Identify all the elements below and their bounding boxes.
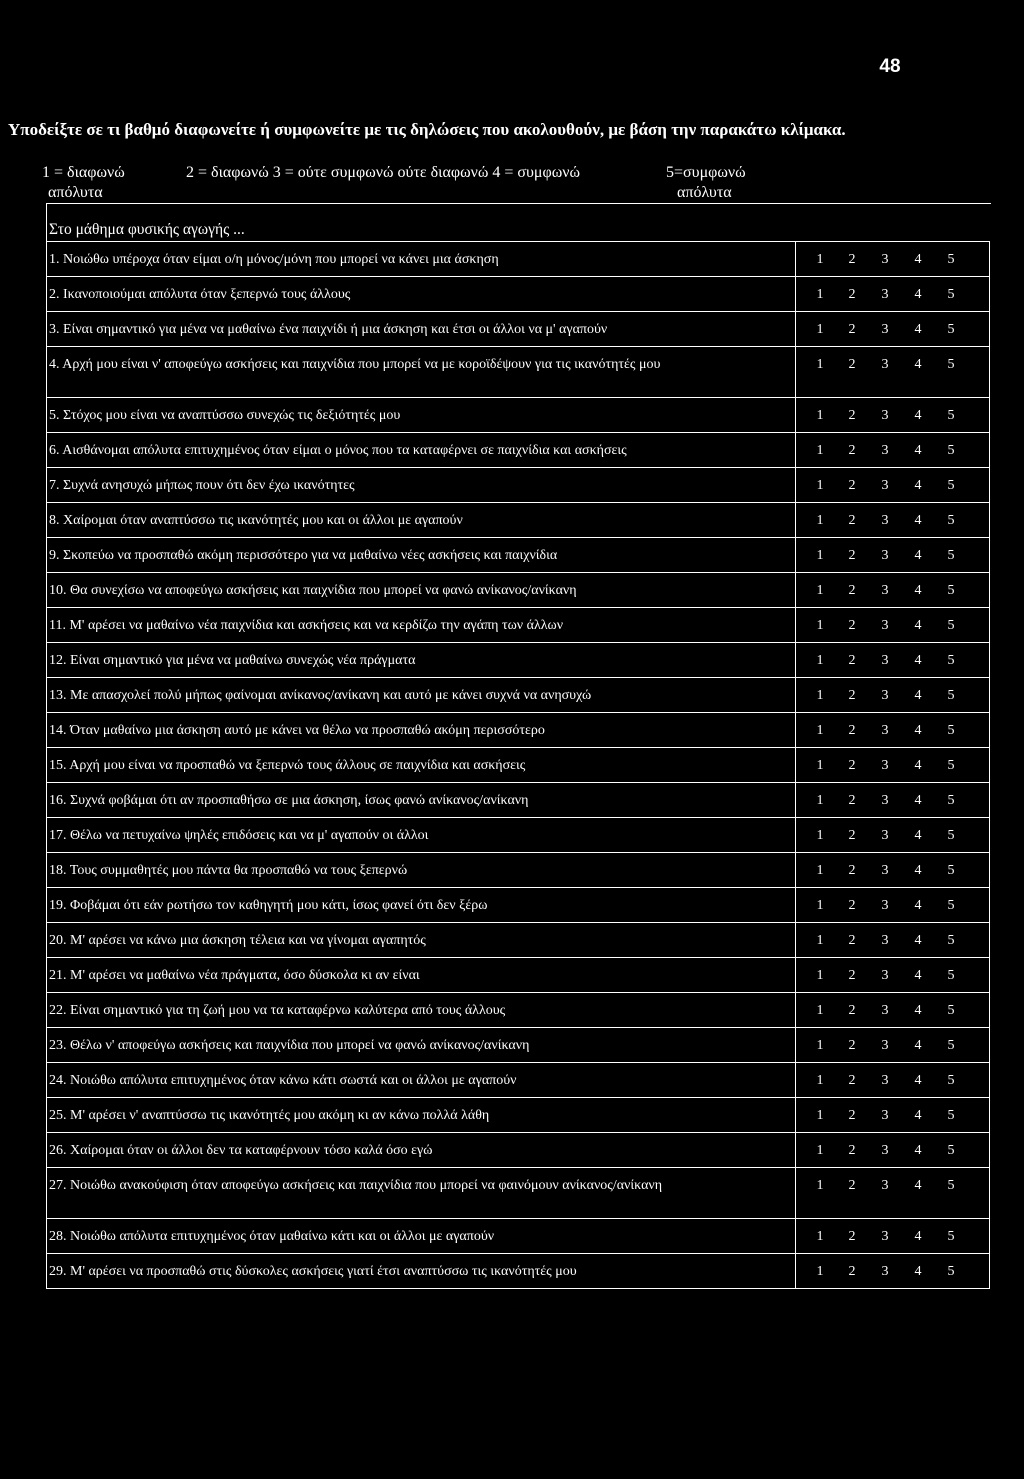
rating-option-4[interactable]: 4 [914, 898, 922, 913]
rating-option-2[interactable]: 2 [848, 287, 856, 302]
rating-option-3[interactable]: 3 [881, 1073, 889, 1088]
rating-option-4[interactable]: 4 [914, 357, 922, 372]
rating-option-4[interactable]: 4 [914, 653, 922, 668]
column-divider [795, 643, 796, 677]
rating-option-1[interactable]: 1 [816, 443, 824, 458]
instruction-text: Υποδείξτε σε τι βαθμό διαφωνείτε ή συμφωνείτε με τις δηλώσεις που ακολουθούν, με βάση την παρακάτω κλίμακα. [8, 120, 846, 139]
column-divider [795, 678, 796, 712]
rating-option-1[interactable]: 1 [816, 1073, 824, 1088]
rating-option-2[interactable]: 2 [848, 933, 856, 948]
rating-option-3[interactable]: 3 [881, 653, 889, 668]
question-text: 20. Μ' αρέσει να κάνω μια άσκηση τέλεια και να γίνομαι αγαπητός [49, 933, 426, 948]
rating-options [799, 407, 989, 425]
rating-options [799, 1228, 989, 1246]
questionnaire-row [46, 712, 990, 747]
rating-option-3[interactable]: 3 [881, 863, 889, 878]
question-text: 9. Σκοπεύω να προσπαθώ ακόμη περισσότερο για να μαθαίνω νέες ασκήσεις και παιχνίδια [49, 548, 558, 563]
rating-options [799, 356, 989, 374]
question-text: 21. Μ' αρέσει να μαθαίνω νέα πράγματα, όσο δύσκολα κι αν είναι [49, 968, 420, 983]
rating-option-2[interactable]: 2 [848, 357, 856, 372]
rating-option-5[interactable]: 5 [947, 1229, 955, 1244]
rating-options [799, 1107, 989, 1125]
rating-option-3[interactable]: 3 [881, 1143, 889, 1158]
question-text: 14. Όταν μαθαίνω μια άσκηση αυτό με κάνει να θέλω να προσπαθώ ακόμη περισσότερο [49, 723, 545, 738]
questionnaire-row [46, 677, 990, 712]
question-text: 3. Είναι σημαντικό για μένα να μαθαίνω ένα παιχνίδι ή μια άσκηση και έτσι οι άλλοι να μ' αγαπούν [49, 322, 608, 337]
question-text: 12. Είναι σημαντικό για μένα να μαθαίνω συνεχώς νέα πράγματα [49, 653, 416, 668]
rating-option-5[interactable]: 5 [947, 758, 955, 773]
rating-option-4[interactable]: 4 [914, 968, 922, 983]
column-divider [795, 1063, 796, 1097]
rating-option-5[interactable]: 5 [947, 688, 955, 703]
rating-option-5[interactable]: 5 [947, 1038, 955, 1053]
rating-option-1[interactable]: 1 [816, 287, 824, 302]
rating-option-2[interactable]: 2 [848, 863, 856, 878]
rating-option-3[interactable]: 3 [881, 408, 889, 423]
rating-option-2[interactable]: 2 [848, 758, 856, 773]
rating-option-4[interactable]: 4 [914, 287, 922, 302]
rating-option-2[interactable]: 2 [848, 443, 856, 458]
questionnaire-row [46, 311, 990, 346]
question-text: 5. Στόχος μου είναι να αναπτύσσω συνεχώς τις δεξιότητές μου [49, 408, 401, 423]
rating-option-5[interactable]: 5 [947, 1108, 955, 1123]
rating-options [799, 442, 989, 460]
column-divider [795, 1168, 796, 1218]
question-text: 6. Αισθάνομαι απόλυτα επιτυχημένος όταν είμαι ο μόνος που τα καταφέρνει σε παιχνίδια και ασκήσεις [49, 443, 627, 458]
rating-option-5[interactable]: 5 [947, 1003, 955, 1018]
questionnaire-row [46, 782, 990, 817]
rating-option-4[interactable]: 4 [914, 1003, 922, 1018]
rating-option-3[interactable]: 3 [881, 1003, 889, 1018]
rating-option-5[interactable]: 5 [947, 548, 955, 563]
rating-option-1[interactable]: 1 [816, 478, 824, 493]
question-text: 1. Νοιώθω υπέροχα όταν είμαι ο/η μόνος/μόνη που μπορεί να κάνει μια άσκηση [49, 252, 499, 267]
rating-option-3[interactable]: 3 [881, 548, 889, 563]
rating-option-2[interactable]: 2 [848, 723, 856, 738]
rating-option-5[interactable]: 5 [947, 357, 955, 372]
rating-option-5[interactable]: 5 [947, 1073, 955, 1088]
rating-option-4[interactable]: 4 [914, 252, 922, 267]
rating-option-3[interactable]: 3 [881, 933, 889, 948]
question-text: 15. Αρχή μου είναι να προσπαθώ να ξεπερνώ τους άλλους σε παιχνίδια και ασκήσεις [49, 758, 526, 773]
rating-option-5[interactable]: 5 [947, 1264, 955, 1279]
column-divider [795, 888, 796, 922]
questionnaire-row [46, 1253, 990, 1289]
column-divider [795, 993, 796, 1027]
scale-2-3-4-labels: 2 = διαφωνώ 3 = ούτε συμφωνώ ούτε διαφωνώ 4 = συμφωνώ [186, 164, 581, 181]
rating-option-3[interactable]: 3 [881, 758, 889, 773]
rating-option-3[interactable]: 3 [881, 1178, 889, 1193]
question-text: 4. Αρχή μου είναι ν' αποφεύγω ασκήσεις και παιχνίδια που μπορεί να με κοροϊδέψουν για τις ικανότητές μου [49, 357, 661, 372]
rating-option-5[interactable]: 5 [947, 618, 955, 633]
rating-option-1[interactable]: 1 [816, 653, 824, 668]
rating-option-2[interactable]: 2 [848, 1178, 856, 1193]
column-divider [795, 312, 796, 346]
questionnaire-row [46, 502, 990, 537]
rating-option-2[interactable]: 2 [848, 898, 856, 913]
rating-option-3[interactable]: 3 [881, 478, 889, 493]
rating-option-4[interactable]: 4 [914, 1073, 922, 1088]
rating-options [799, 687, 989, 705]
questionnaire-row [46, 607, 990, 642]
rating-option-1[interactable]: 1 [816, 758, 824, 773]
rating-option-3[interactable]: 3 [881, 618, 889, 633]
rating-options [799, 1037, 989, 1055]
question-text: 29. Μ' αρέσει να προσπαθώ στις δύσκολες ασκήσεις γιατί έτσι αναπτύσσω τις ικανότητές μου [49, 1264, 577, 1279]
questionnaire-row [46, 922, 990, 957]
rating-option-5[interactable]: 5 [947, 513, 955, 528]
column-divider [795, 853, 796, 887]
column-divider [795, 277, 796, 311]
rating-option-5[interactable]: 5 [947, 322, 955, 337]
question-text: 11. Μ' αρέσει να μαθαίνω νέα παιχνίδια και ασκήσεις και να κερδίζω την αγάπη των άλλων [49, 618, 564, 633]
section-header [46, 203, 991, 242]
rating-option-1[interactable]: 1 [816, 252, 824, 267]
rating-option-4[interactable]: 4 [914, 828, 922, 843]
column-divider [795, 573, 796, 607]
rating-option-5[interactable]: 5 [947, 583, 955, 598]
column-divider [795, 347, 796, 397]
rating-option-1[interactable]: 1 [816, 933, 824, 948]
column-divider [795, 503, 796, 537]
rating-option-4[interactable]: 4 [914, 688, 922, 703]
rating-option-1[interactable]: 1 [816, 1143, 824, 1158]
question-text: 22. Είναι σημαντικό για τη ζωή μου να τα καταφέρνω καλύτερα από τους άλλους [49, 1003, 506, 1018]
questionnaire-items [46, 241, 990, 1289]
rating-option-5[interactable]: 5 [947, 863, 955, 878]
questionnaire-row [46, 276, 990, 311]
rating-option-5[interactable]: 5 [947, 478, 955, 493]
questionnaire-row [46, 346, 990, 397]
page-number: 48 [879, 56, 901, 77]
question-text: 8. Χαίρομαι όταν αναπτύσσω τις ικανότητές μου και οι άλλοι με αγαπούν [49, 513, 463, 528]
rating-options [799, 1142, 989, 1160]
rating-options [799, 321, 989, 339]
rating-option-2[interactable]: 2 [848, 1264, 856, 1279]
scale-1-label-cont: απόλυτα [48, 184, 103, 201]
rating-option-1[interactable]: 1 [816, 548, 824, 563]
questionnaire-row [46, 572, 990, 607]
rating-option-4[interactable]: 4 [914, 548, 922, 563]
questionnaire-row [46, 397, 990, 432]
rating-option-2[interactable]: 2 [848, 478, 856, 493]
rating-option-5[interactable]: 5 [947, 653, 955, 668]
column-divider [795, 1028, 796, 1062]
rating-option-1[interactable]: 1 [816, 583, 824, 598]
rating-option-4[interactable]: 4 [914, 513, 922, 528]
questionnaire-row [46, 642, 990, 677]
questionnaire-row [46, 537, 990, 572]
rating-option-4[interactable]: 4 [914, 758, 922, 773]
rating-option-5[interactable]: 5 [947, 793, 955, 808]
rating-options [799, 547, 989, 565]
rating-option-2[interactable]: 2 [848, 583, 856, 598]
rating-options [799, 512, 989, 530]
rating-option-1[interactable]: 1 [816, 968, 824, 983]
question-text: 28. Νοιώθω απόλυτα επιτυχημένος όταν μαθαίνω κάτι και οι άλλοι με αγαπούν [49, 1229, 495, 1244]
rating-option-2[interactable]: 2 [848, 653, 856, 668]
rating-option-3[interactable]: 3 [881, 898, 889, 913]
rating-options [799, 477, 989, 495]
rating-option-3[interactable]: 3 [881, 322, 889, 337]
scale-5-label-cont: απόλυτα [677, 184, 732, 201]
rating-option-3[interactable]: 3 [881, 513, 889, 528]
question-text: 17. Θέλω να πετυχαίνω ψηλές επιδόσεις και να μ' αγαπούν οι άλλοι [49, 828, 429, 843]
rating-option-1[interactable]: 1 [816, 513, 824, 528]
column-divider [795, 433, 796, 467]
rating-option-4[interactable]: 4 [914, 1229, 922, 1244]
rating-option-2[interactable]: 2 [848, 968, 856, 983]
question-text: 7. Συχνά ανησυχώ μήπως πουν ότι δεν έχω ικανότητες [49, 478, 355, 493]
scale-5-label: 5=συμφωνώ [666, 164, 746, 181]
rating-option-1[interactable]: 1 [816, 618, 824, 633]
rating-option-1[interactable]: 1 [816, 322, 824, 337]
rating-option-2[interactable]: 2 [848, 322, 856, 337]
rating-option-2[interactable]: 2 [848, 408, 856, 423]
question-text: 24. Νοιώθω απόλυτα επιτυχημένος όταν κάνω κάτι σωστά και οι άλλοι με αγαπούν [49, 1073, 517, 1088]
rating-option-3[interactable]: 3 [881, 688, 889, 703]
rating-option-3[interactable]: 3 [881, 793, 889, 808]
question-text: 19. Φοβάμαι ότι εάν ρωτήσω τον καθηγητή μου κάτι, ίσως φανεί ότι δεν ξέρω [49, 898, 488, 913]
question-text: 18. Τους συμμαθητές μου πάντα θα προσπαθώ να τους ξεπερνώ [49, 863, 408, 878]
rating-option-5[interactable]: 5 [947, 252, 955, 267]
rating-option-5[interactable]: 5 [947, 723, 955, 738]
rating-option-2[interactable]: 2 [848, 618, 856, 633]
rating-options [799, 251, 989, 269]
rating-option-3[interactable]: 3 [881, 287, 889, 302]
column-divider [795, 608, 796, 642]
rating-option-1[interactable]: 1 [816, 1038, 824, 1053]
questionnaire-row [46, 957, 990, 992]
rating-option-5[interactable]: 5 [947, 408, 955, 423]
rating-option-1[interactable]: 1 [816, 1264, 824, 1279]
rating-option-2[interactable]: 2 [848, 1038, 856, 1053]
rating-option-2[interactable]: 2 [848, 252, 856, 267]
rating-option-2[interactable]: 2 [848, 513, 856, 528]
rating-options [799, 722, 989, 740]
rating-option-4[interactable]: 4 [914, 863, 922, 878]
rating-options [799, 617, 989, 635]
question-text: 25. Μ' αρέσει ν' αναπτύσσω τις ικανότητές μου ακόμη κι αν κάνω πολλά λάθη [49, 1108, 490, 1123]
rating-option-1[interactable]: 1 [816, 1108, 824, 1123]
questionnaire-row [46, 432, 990, 467]
questionnaire-row [46, 817, 990, 852]
rating-options [799, 652, 989, 670]
rating-option-3[interactable]: 3 [881, 828, 889, 843]
rating-option-5[interactable]: 5 [947, 1143, 955, 1158]
questionnaire-row [46, 467, 990, 502]
question-text: 27. Νοιώθω ανακούφιση όταν αποφεύγω ασκήσεις και παιχνίδια που μπορεί να φαινόμουν ανίκανος/ανίκανη [49, 1178, 663, 1193]
rating-option-2[interactable]: 2 [848, 1229, 856, 1244]
rating-option-4[interactable]: 4 [914, 933, 922, 948]
questionnaire-row [46, 1132, 990, 1167]
rating-option-4[interactable]: 4 [914, 1038, 922, 1053]
rating-options [799, 967, 989, 985]
question-text: 2. Ικανοποιούμαι απόλυτα όταν ξεπερνώ τους άλλους [49, 287, 351, 302]
question-text: 13. Με απασχολεί πολύ μήπως φαίνομαι ανίκανος/ανίκανη και αυτό με κάνει συχνά να ανησυχώ [49, 688, 592, 703]
column-divider [795, 958, 796, 992]
questionnaire-row [46, 1167, 990, 1218]
question-text: 26. Χαίρομαι όταν οι άλλοι δεν τα καταφέρνουν τόσο καλά όσο εγώ [49, 1143, 433, 1158]
rating-options [799, 792, 989, 810]
rating-option-4[interactable]: 4 [914, 723, 922, 738]
questionnaire-row [46, 887, 990, 922]
rating-option-1[interactable]: 1 [816, 793, 824, 808]
column-divider [795, 398, 796, 432]
rating-option-3[interactable]: 3 [881, 252, 889, 267]
rating-options [799, 1263, 989, 1281]
rating-option-2[interactable]: 2 [848, 828, 856, 843]
rating-options [799, 827, 989, 845]
rating-option-1[interactable]: 1 [816, 357, 824, 372]
rating-option-4[interactable]: 4 [914, 443, 922, 458]
column-divider [795, 818, 796, 852]
rating-option-2[interactable]: 2 [848, 1108, 856, 1123]
rating-option-4[interactable]: 4 [914, 1178, 922, 1193]
rating-option-2[interactable]: 2 [848, 1073, 856, 1088]
column-divider [795, 1133, 796, 1167]
rating-option-1[interactable]: 1 [816, 1178, 824, 1193]
column-divider [795, 1254, 796, 1288]
questionnaire-row [46, 1218, 990, 1253]
rating-options [799, 582, 989, 600]
question-text: 23. Θέλω ν' αποφεύγω ασκήσεις και παιχνίδια που μπορεί να φανώ ανίκανος/ανίκανη [49, 1038, 530, 1053]
section-title: Στο μάθημα φυσικής αγωγής ... [49, 221, 245, 238]
rating-option-2[interactable]: 2 [848, 1143, 856, 1158]
rating-option-1[interactable]: 1 [816, 688, 824, 703]
rating-options [799, 1177, 989, 1195]
rating-option-1[interactable]: 1 [816, 898, 824, 913]
questionnaire-row [46, 241, 990, 276]
column-divider [795, 713, 796, 747]
rating-option-4[interactable]: 4 [914, 478, 922, 493]
column-divider [795, 923, 796, 957]
rating-options [799, 1072, 989, 1090]
rating-option-3[interactable]: 3 [881, 1264, 889, 1279]
rating-option-5[interactable]: 5 [947, 443, 955, 458]
questionnaire-row [46, 1062, 990, 1097]
rating-option-1[interactable]: 1 [816, 723, 824, 738]
rating-option-4[interactable]: 4 [914, 618, 922, 633]
question-text: 10. Θα συνεχίσω να αποφεύγω ασκήσεις και παιχνίδια που μπορεί να φανώ ανίκανος/ανίκανη [49, 583, 577, 598]
rating-option-2[interactable]: 2 [848, 793, 856, 808]
questionnaire-row [46, 1097, 990, 1132]
column-divider [795, 1219, 796, 1253]
rating-option-1[interactable]: 1 [816, 1229, 824, 1244]
rating-option-3[interactable]: 3 [881, 443, 889, 458]
rating-option-4[interactable]: 4 [914, 322, 922, 337]
column-divider [795, 748, 796, 782]
rating-options [799, 862, 989, 880]
rating-option-1[interactable]: 1 [816, 828, 824, 843]
column-divider [795, 538, 796, 572]
rating-option-1[interactable]: 1 [816, 1003, 824, 1018]
column-divider [795, 468, 796, 502]
rating-options [799, 1002, 989, 1020]
rating-option-4[interactable]: 4 [914, 793, 922, 808]
column-divider [795, 1098, 796, 1132]
rating-option-5[interactable]: 5 [947, 898, 955, 913]
rating-options [799, 286, 989, 304]
rating-option-3[interactable]: 3 [881, 1038, 889, 1053]
column-divider [795, 242, 796, 276]
rating-option-4[interactable]: 4 [914, 408, 922, 423]
rating-option-3[interactable]: 3 [881, 357, 889, 372]
rating-option-4[interactable]: 4 [914, 583, 922, 598]
rating-option-2[interactable]: 2 [848, 1003, 856, 1018]
rating-option-5[interactable]: 5 [947, 1178, 955, 1193]
rating-option-2[interactable]: 2 [848, 548, 856, 563]
rating-option-5[interactable]: 5 [947, 933, 955, 948]
scale-1-label: 1 = διαφωνώ [42, 164, 125, 181]
rating-options [799, 897, 989, 915]
rating-option-1[interactable]: 1 [816, 863, 824, 878]
rating-option-5[interactable]: 5 [947, 287, 955, 302]
questionnaire-row [46, 1027, 990, 1062]
rating-scale-legend [40, 163, 1000, 203]
rating-option-4[interactable]: 4 [914, 1143, 922, 1158]
rating-option-3[interactable]: 3 [881, 1108, 889, 1123]
rating-option-1[interactable]: 1 [816, 408, 824, 423]
rating-option-3[interactable]: 3 [881, 723, 889, 738]
rating-option-3[interactable]: 3 [881, 583, 889, 598]
questionnaire-row [46, 852, 990, 887]
question-text: 16. Συχνά φοβάμαι ότι αν προσπαθήσω σε μια άσκηση, ίσως φανώ ανίκανος/ανίκανη [49, 793, 529, 808]
rating-option-4[interactable]: 4 [914, 1108, 922, 1123]
questionnaire-row [46, 992, 990, 1027]
questionnaire-row [46, 747, 990, 782]
column-divider [795, 783, 796, 817]
rating-option-5[interactable]: 5 [947, 828, 955, 843]
rating-option-3[interactable]: 3 [881, 968, 889, 983]
rating-option-4[interactable]: 4 [914, 1264, 922, 1279]
rating-options [799, 757, 989, 775]
rating-options [799, 932, 989, 950]
rating-option-2[interactable]: 2 [848, 688, 856, 703]
rating-option-5[interactable]: 5 [947, 968, 955, 983]
rating-option-3[interactable]: 3 [881, 1229, 889, 1244]
